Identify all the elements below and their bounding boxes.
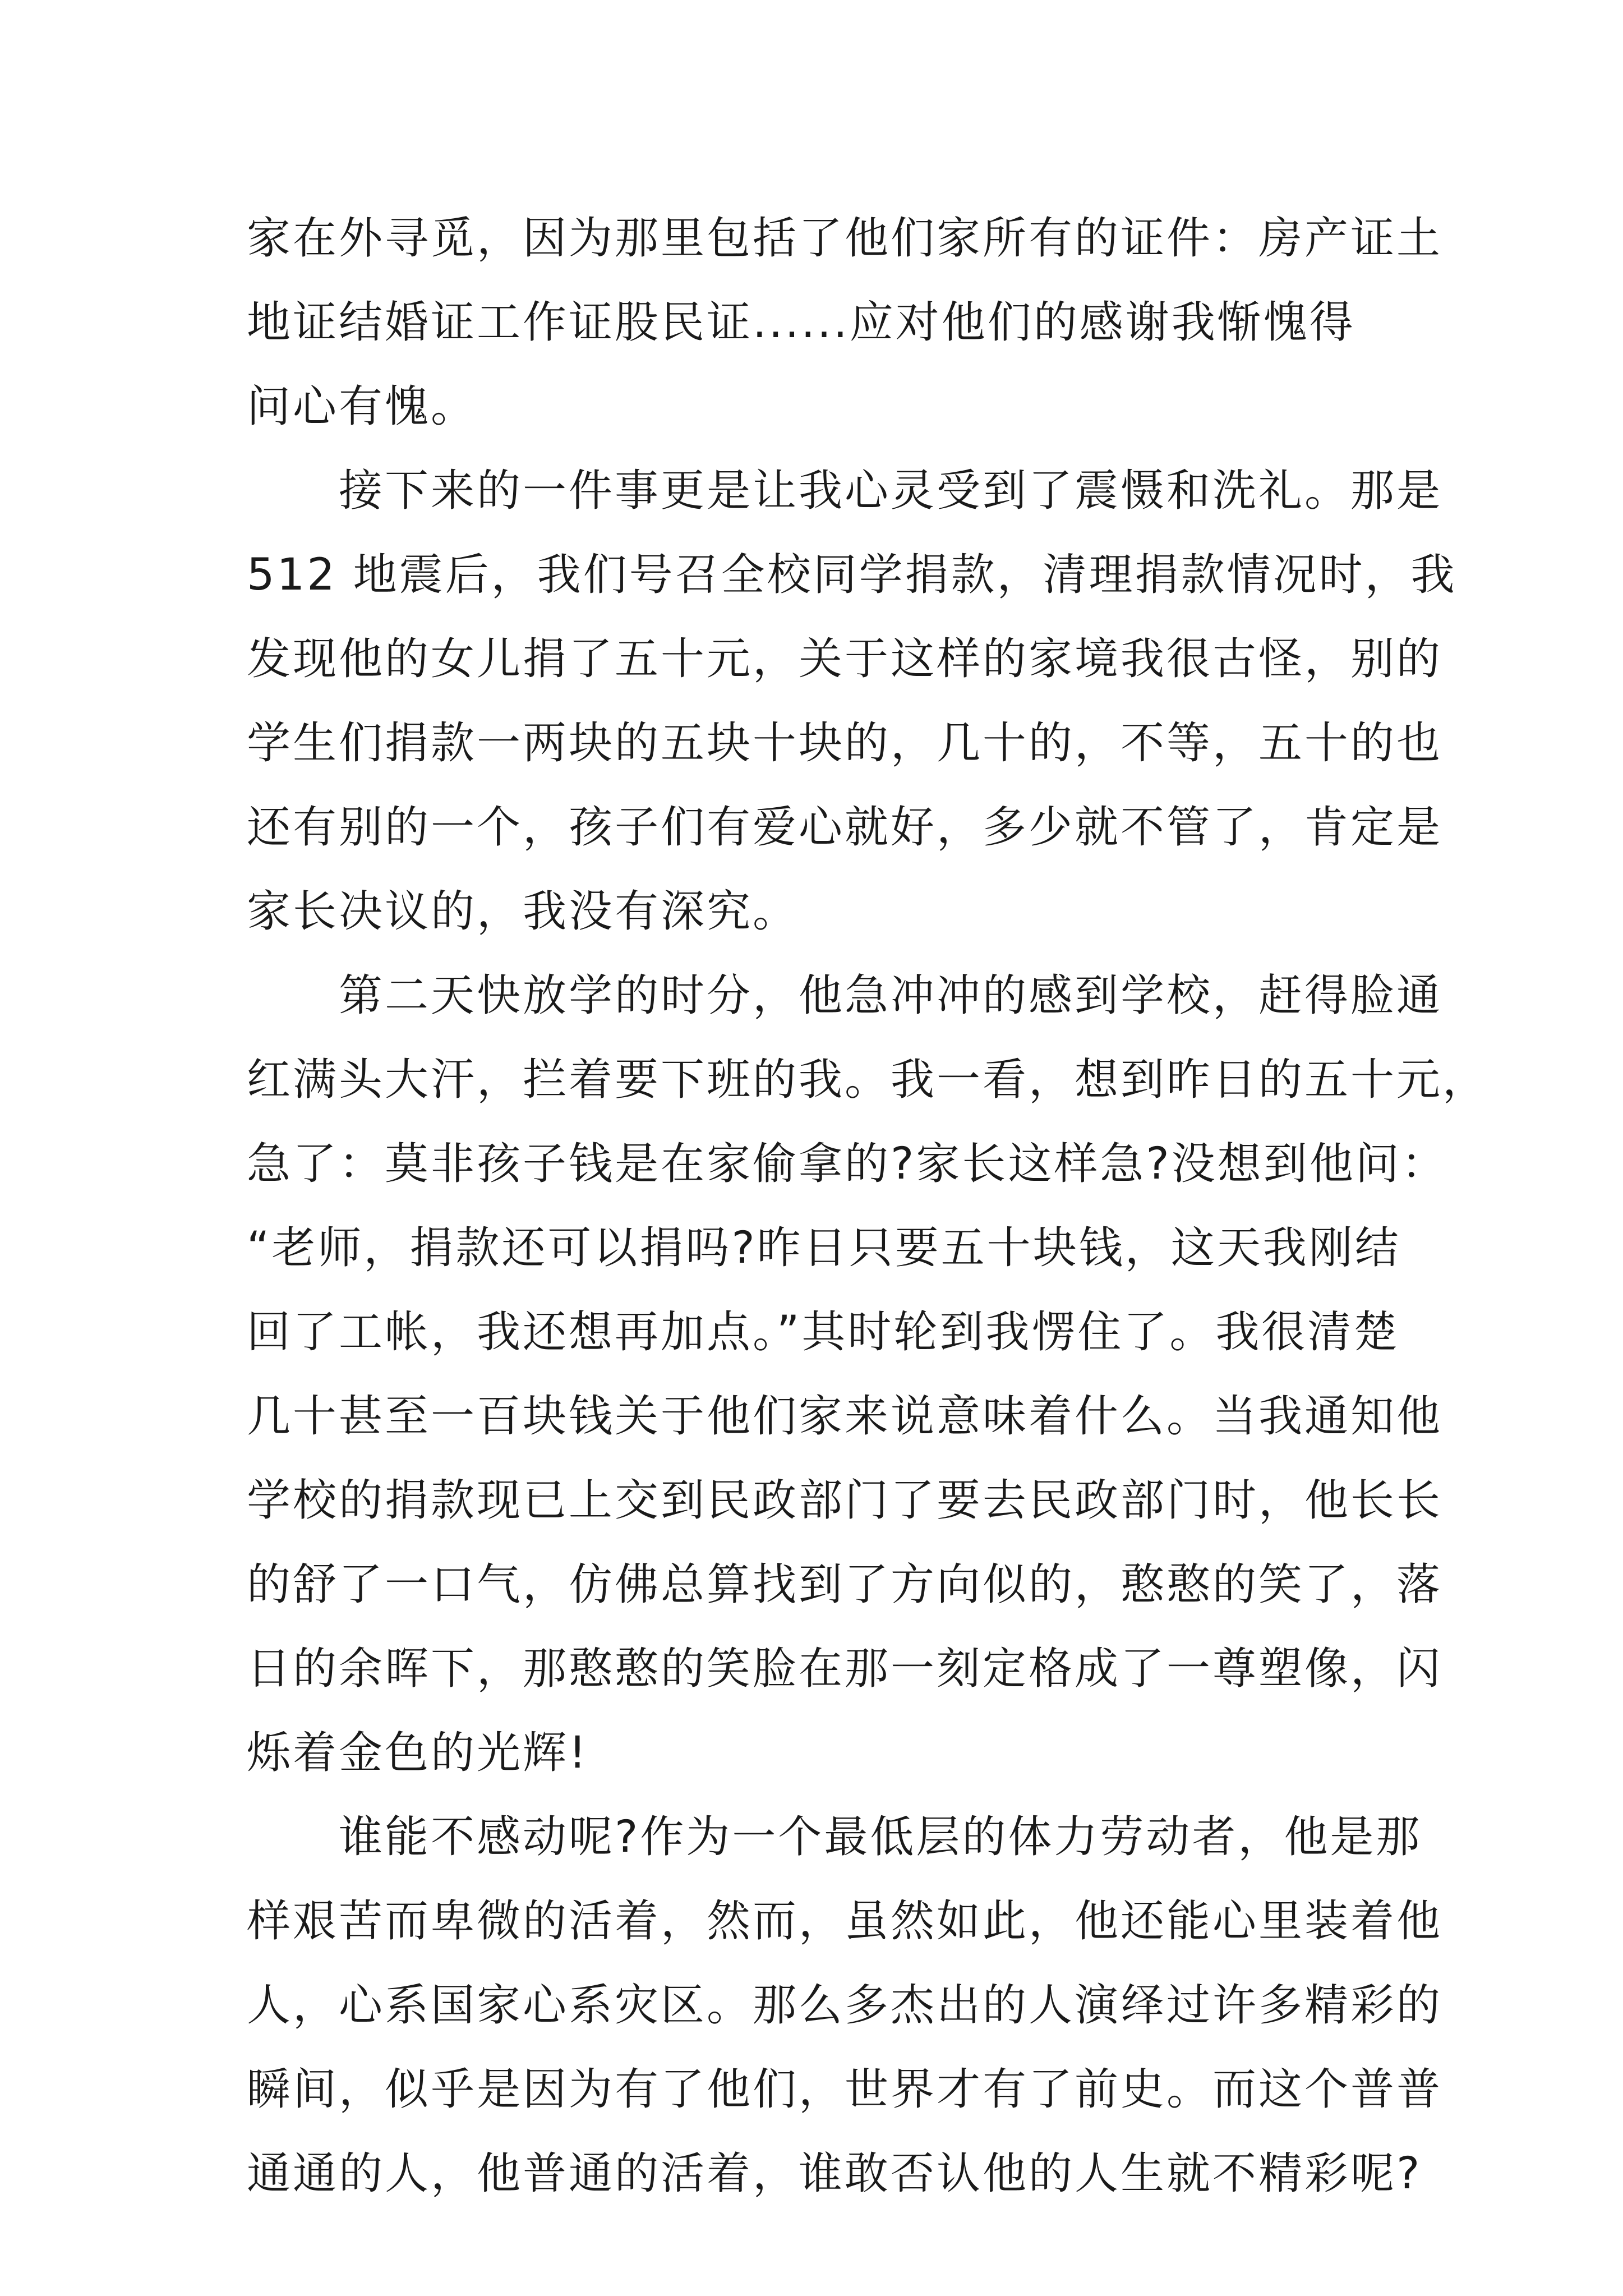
text-line: 还有别的一个，孩子们有爱心就好，多少就不管了，肯定是 xyxy=(247,802,1443,853)
text-line: 红满头大汗，拦着要下班的我。我一看，想到昨日的五十元， xyxy=(247,1055,1489,1105)
paragraph-first-line: 接下来的一件事更是让我心灵受到了震慑和洗礼。那是 xyxy=(339,466,1443,516)
document-body xyxy=(247,196,1489,2216)
text-line: 发现他的女儿捐了五十元，关于这样的家境我很古怪，别的 xyxy=(247,634,1443,684)
text-line: 学校的捐款现已上交到民政部门了要去民政部门时，他长长 xyxy=(247,1475,1443,1526)
text-line: 回了工帐，我还想再加点。”其时轮到我愣住了。我很清楚 xyxy=(247,1307,1400,1358)
text-line: 家长决议的，我没有深究。 xyxy=(247,886,799,937)
text-line: 的舒了一口气，仿佛总算找到了方向似的，憨憨的笑了，落 xyxy=(247,1559,1443,1610)
paragraph-first-line: 谁能不感动呢?作为一个最低层的体力劳动者，他是那 xyxy=(339,1812,1422,1862)
text-line: 学生们捐款一两块的五块十块的，几十的，不等，五十的也 xyxy=(247,718,1443,769)
text-line: 通通的人，他普通的活着，谁敢否认他的人生就不精彩呢? xyxy=(247,2148,1422,2199)
text-line: 样艰苦而卑微的活着，然而，虽然如此，他还能心里装着他 xyxy=(247,1896,1443,1947)
text-line: 几十甚至一百块钱关于他们家来说意味着什么。当我通知他 xyxy=(247,1391,1443,1442)
text-line: “老师，捐款还可以捐吗?昨日只要五十块钱，这天我刚结 xyxy=(247,1223,1401,1273)
text-line: 人，心系国家心系灾区。那么多杰出的人演绎过许多精彩的 xyxy=(247,1980,1443,2031)
text-line: 地证结婚证工作证股民证......应对他们的感谢我惭愧得 xyxy=(247,297,1355,348)
text-line: 急了：莫非孩子钱是在家偷拿的?家长这样急?没想到他问： xyxy=(247,1139,1447,1189)
text-line: 问心有愧。 xyxy=(247,381,477,432)
text-line: 日的余晖下，那憨憨的笑脸在那一刻定格成了一尊塑像，闪 xyxy=(247,1644,1443,1694)
text-line: 烁着金色的光辉! xyxy=(247,1728,589,1778)
text-line: 家在外寻觅，因为那里包括了他们家所有的证件：房产证土 xyxy=(247,213,1443,264)
text-line: 瞬间，似乎是因为有了他们，世界才有了前史。而这个普普 xyxy=(247,2064,1443,2115)
text-line: 512 地震后，我们号召全校同学捐款，清理捐款情况时，我 xyxy=(247,550,1457,600)
paragraph-first-line: 第二天快放学的时分，他急冲冲的感到学校，赶得脸通 xyxy=(339,970,1443,1021)
